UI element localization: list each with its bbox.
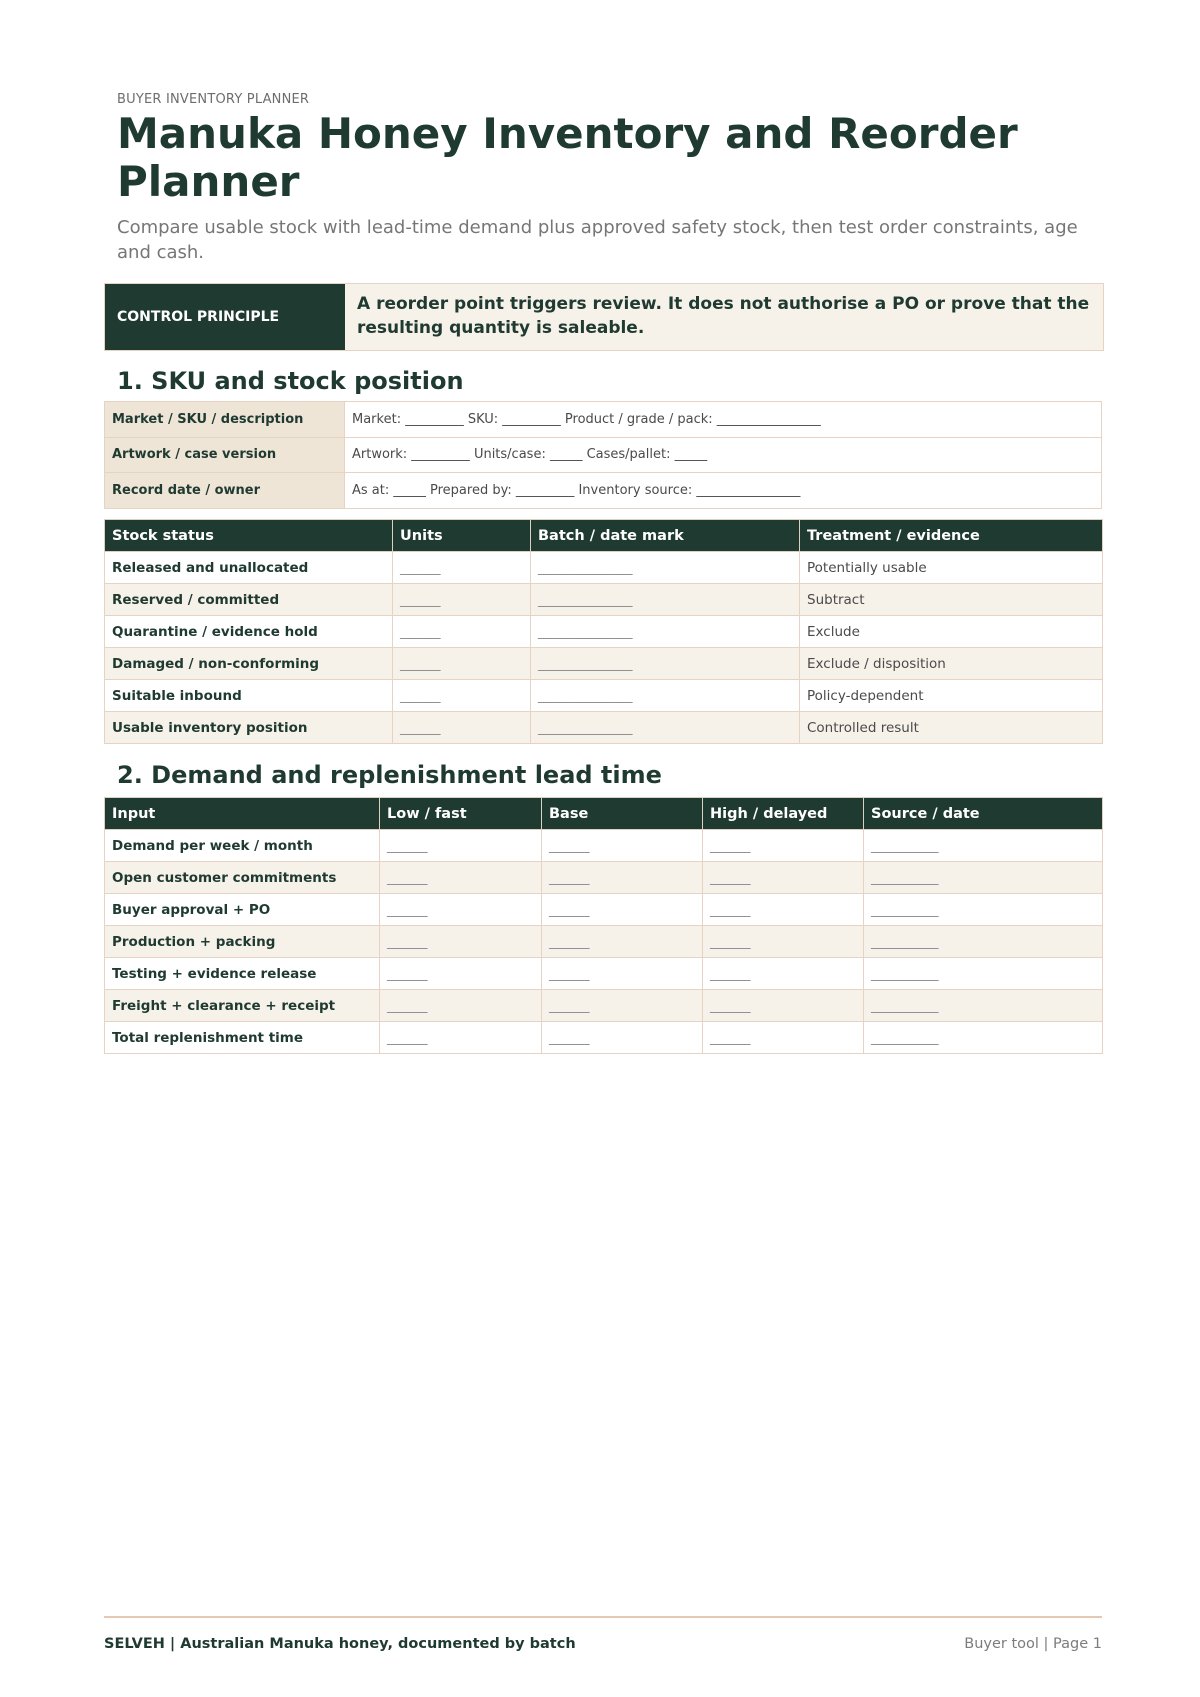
column-header: Treatment / evidence xyxy=(800,520,1103,552)
high-blank[interactable]: ______ xyxy=(703,862,864,894)
treatment-text: Policy-dependent xyxy=(800,680,1103,712)
column-header: Stock status xyxy=(105,520,393,552)
table-header-row xyxy=(105,798,1103,830)
source-blank[interactable]: __________ xyxy=(864,926,1103,958)
units-blank[interactable]: ______ xyxy=(393,616,531,648)
column-header: High / delayed xyxy=(703,798,864,830)
stock-status-label: Usable inventory position xyxy=(105,712,393,744)
control-principle-text: A reorder point triggers review. It does not authorise a PO or prove that the resulting quantity is saleable. xyxy=(345,284,1103,350)
high-blank[interactable]: ______ xyxy=(703,830,864,862)
table-row xyxy=(105,473,1102,509)
table-row xyxy=(105,584,1103,616)
low-blank[interactable]: ______ xyxy=(380,990,542,1022)
low-blank[interactable]: ______ xyxy=(380,958,542,990)
field-label: Artwork / case version xyxy=(105,437,345,473)
stock-status-label: Released and unallocated xyxy=(105,552,393,584)
column-header: Units xyxy=(393,520,531,552)
batch-blank[interactable]: ______________ xyxy=(531,648,800,680)
field-label: Market / SKU / description xyxy=(105,402,345,438)
table-row xyxy=(105,990,1103,1022)
units-blank[interactable]: ______ xyxy=(393,648,531,680)
column-header: Source / date xyxy=(864,798,1103,830)
control-principle-callout xyxy=(104,283,1104,351)
footer-divider xyxy=(104,1616,1102,1618)
table-row xyxy=(105,616,1103,648)
high-blank[interactable]: ______ xyxy=(703,958,864,990)
base-blank[interactable]: ______ xyxy=(542,958,703,990)
batch-blank[interactable]: ______________ xyxy=(531,712,800,744)
column-header: Low / fast xyxy=(380,798,542,830)
batch-blank[interactable]: ______________ xyxy=(531,680,800,712)
batch-blank[interactable]: ______________ xyxy=(531,616,800,648)
table-row xyxy=(105,894,1103,926)
input-label: Production + packing xyxy=(105,926,380,958)
base-blank[interactable]: ______ xyxy=(542,894,703,926)
column-header: Batch / date mark xyxy=(531,520,800,552)
treatment-text: Exclude / disposition xyxy=(800,648,1103,680)
source-blank[interactable]: __________ xyxy=(864,990,1103,1022)
stock-status-label: Damaged / non-conforming xyxy=(105,648,393,680)
base-blank[interactable]: ______ xyxy=(542,830,703,862)
table-header-row xyxy=(105,520,1103,552)
source-blank[interactable]: __________ xyxy=(864,958,1103,990)
treatment-text: Exclude xyxy=(800,616,1103,648)
page-subtitle: Compare usable stock with lead-time demand plus approved safety stock, then test order constraints, age and cash. xyxy=(117,217,1078,263)
table-row xyxy=(105,402,1102,438)
control-principle-label: CONTROL PRINCIPLE xyxy=(105,284,345,350)
field-label: Record date / owner xyxy=(105,473,345,509)
batch-blank[interactable]: ______________ xyxy=(531,584,800,616)
treatment-text: Controlled result xyxy=(800,712,1103,744)
field-value[interactable]: Artwork: _________ Units/case: _____ Cases/pallet: _____ xyxy=(345,437,1102,473)
base-blank[interactable]: ______ xyxy=(542,1022,703,1054)
footer-brand: SELVEH | Australian Manuka honey, documented by batch xyxy=(104,1636,576,1652)
input-label: Buyer approval + PO xyxy=(105,894,380,926)
base-blank[interactable]: ______ xyxy=(542,926,703,958)
stock-status-label: Quarantine / evidence hold xyxy=(105,616,393,648)
low-blank[interactable]: ______ xyxy=(380,1022,542,1054)
source-blank[interactable]: __________ xyxy=(864,830,1103,862)
table-row xyxy=(105,958,1103,990)
stock-status-label: Reserved / committed xyxy=(105,584,393,616)
table-row xyxy=(105,830,1103,862)
treatment-text: Potentially usable xyxy=(800,552,1103,584)
field-value[interactable]: As at: _____ Prepared by: _________ Inventory source: ________________ xyxy=(345,473,1102,509)
stock-status-label: Suitable inbound xyxy=(105,680,393,712)
input-label: Freight + clearance + receipt xyxy=(105,990,380,1022)
stock-status-table xyxy=(104,519,1103,744)
footer-page-number: Buyer tool | Page 1 xyxy=(964,1636,1102,1652)
treatment-text: Subtract xyxy=(800,584,1103,616)
source-blank[interactable]: __________ xyxy=(864,1022,1103,1054)
table-row xyxy=(105,862,1103,894)
high-blank[interactable]: ______ xyxy=(703,894,864,926)
table-row xyxy=(105,1022,1103,1054)
table-row xyxy=(105,552,1103,584)
field-value[interactable]: Market: _________ SKU: _________ Product / grade / pack: ________________ xyxy=(345,402,1102,438)
units-blank[interactable]: ______ xyxy=(393,712,531,744)
high-blank[interactable]: ______ xyxy=(703,926,864,958)
units-blank[interactable]: ______ xyxy=(393,552,531,584)
low-blank[interactable]: ______ xyxy=(380,830,542,862)
base-blank[interactable]: ______ xyxy=(542,862,703,894)
demand-lead-time-table xyxy=(104,797,1103,1054)
source-blank[interactable]: __________ xyxy=(864,894,1103,926)
low-blank[interactable]: ______ xyxy=(380,894,542,926)
table-row xyxy=(105,680,1103,712)
high-blank[interactable]: ______ xyxy=(703,1022,864,1054)
column-header: Base xyxy=(542,798,703,830)
base-blank[interactable]: ______ xyxy=(542,990,703,1022)
sku-position-table xyxy=(104,401,1102,509)
column-header: Input xyxy=(105,798,380,830)
input-label: Testing + evidence release xyxy=(105,958,380,990)
page-title: Manuka Honey Inventory and Reorder Planner xyxy=(117,109,1018,206)
table-row xyxy=(105,712,1103,744)
source-blank[interactable]: __________ xyxy=(864,862,1103,894)
table-row xyxy=(105,437,1102,473)
input-label: Demand per week / month xyxy=(105,830,380,862)
document-eyebrow: BUYER INVENTORY PLANNER xyxy=(117,92,310,107)
units-blank[interactable]: ______ xyxy=(393,584,531,616)
table-row xyxy=(105,926,1103,958)
input-label: Open customer commitments xyxy=(105,862,380,894)
input-label: Total replenishment time xyxy=(105,1022,380,1054)
low-blank[interactable]: ______ xyxy=(380,862,542,894)
low-blank[interactable]: ______ xyxy=(380,926,542,958)
section-title-demand: 2. Demand and replenishment lead time xyxy=(117,761,662,789)
high-blank[interactable]: ______ xyxy=(703,990,864,1022)
units-blank[interactable]: ______ xyxy=(393,680,531,712)
batch-blank[interactable]: ______________ xyxy=(531,552,800,584)
section-title-sku: 1. SKU and stock position xyxy=(117,367,464,395)
table-row xyxy=(105,648,1103,680)
